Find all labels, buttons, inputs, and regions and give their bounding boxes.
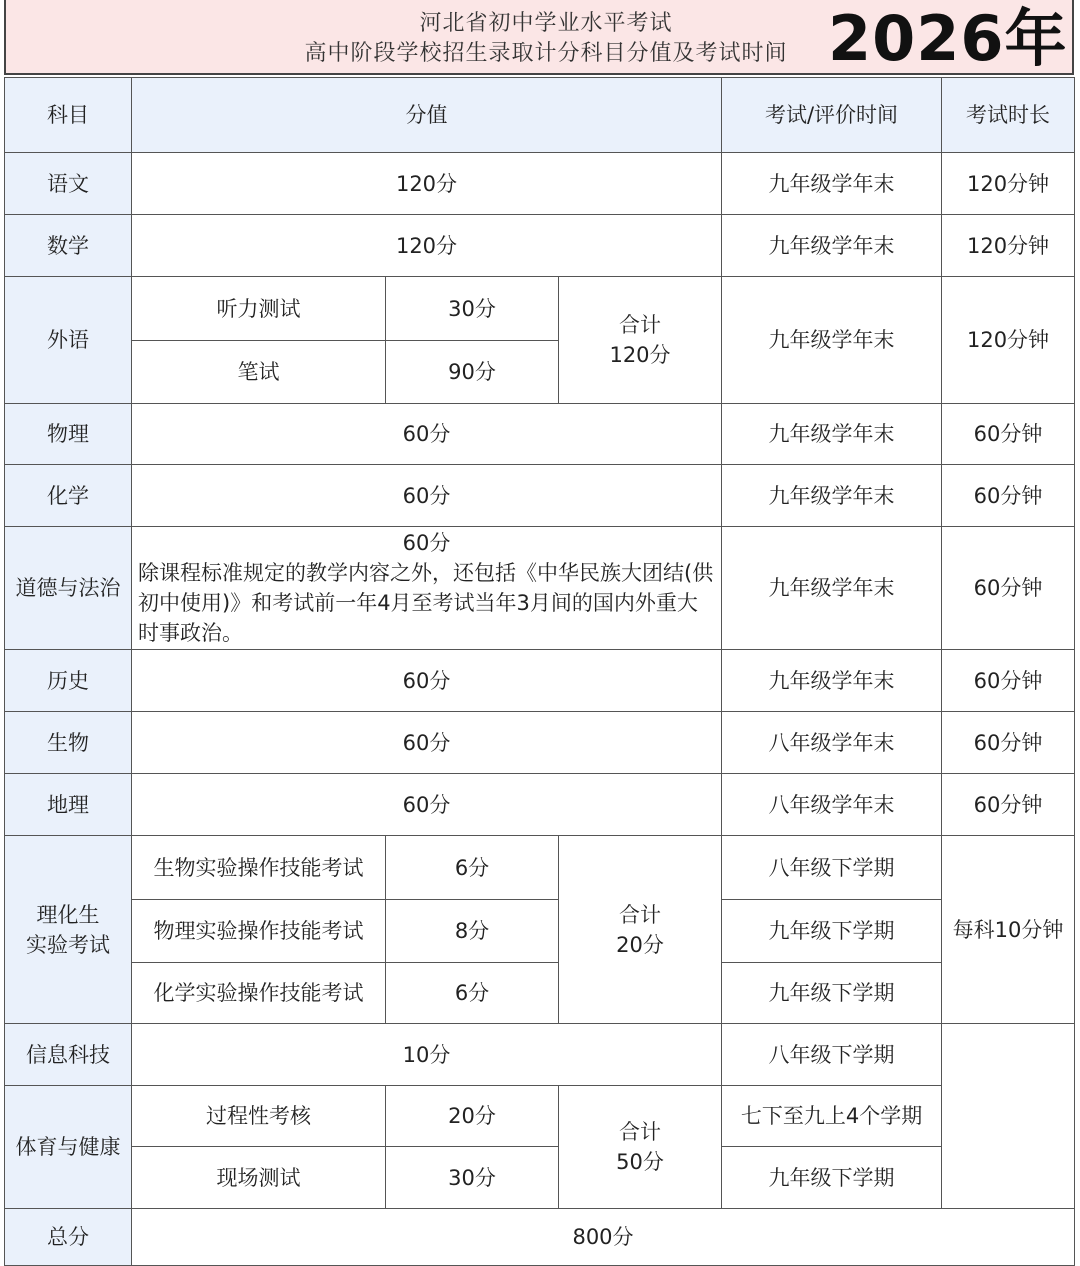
component-label-cell: 过程性考核 — [132, 1086, 386, 1147]
duration-cell: 120分钟 — [942, 215, 1075, 277]
table-header-banner — [4, 0, 1074, 75]
duration-cell: 120分钟 — [942, 277, 1075, 404]
time-cell: 九年级学年末 — [722, 215, 942, 277]
table-row — [5, 465, 1075, 527]
score-cell: 10分 — [132, 1024, 722, 1086]
duration-cell: 60分钟 — [942, 527, 1075, 650]
component-label-cell: 物理实验操作技能考试 — [132, 900, 386, 963]
subject-cell: 生物 — [5, 712, 132, 774]
duration-cell: 60分钟 — [942, 650, 1075, 712]
score-table — [4, 77, 1075, 1266]
time-cell: 八年级学年末 — [722, 712, 942, 774]
component-score-cell: 30分 — [386, 1147, 559, 1209]
subject-cell: 外语 — [5, 277, 132, 404]
score-cell: 60分 — [132, 404, 722, 465]
score-note-cell — [132, 527, 722, 650]
component-score-cell: 8分 — [386, 900, 559, 963]
total-value: 120分 — [609, 343, 671, 367]
component-label-cell: 现场测试 — [132, 1147, 386, 1209]
table-row — [5, 774, 1075, 836]
time-cell: 九年级学年末 — [722, 404, 942, 465]
time-cell: 八年级学年末 — [722, 774, 942, 836]
table-row — [5, 836, 1075, 900]
subject-cell: 历史 — [5, 650, 132, 712]
time-cell: 九年级学年末 — [722, 277, 942, 404]
duration-cell: 每科10分钟 — [942, 836, 1075, 1024]
duration-cell: 60分钟 — [942, 465, 1075, 527]
component-score-cell: 20分 — [386, 1086, 559, 1147]
table-row — [5, 1024, 1075, 1086]
total-label: 合计 — [619, 313, 661, 337]
score-cell: 120分 — [132, 153, 722, 215]
total-cell — [559, 1086, 722, 1209]
time-cell: 九年级下学期 — [722, 1147, 942, 1209]
component-label-cell: 化学实验操作技能考试 — [132, 963, 386, 1024]
subject-cell: 化学 — [5, 465, 132, 527]
duration-cell: 120分钟 — [942, 153, 1075, 215]
subject-cell: 体育与健康 — [5, 1086, 132, 1209]
total-cell — [559, 836, 722, 1024]
component-score-cell: 30分 — [386, 277, 559, 341]
time-cell: 九年级下学期 — [722, 900, 942, 963]
score-note: 除课程标准规定的教学内容之外，还包括《中华民族大团结(供初中使用)》和考试前一年4月至考试当年3月间的国内外重大时事政治。 — [138, 561, 714, 645]
time-cell: 八年级下学期 — [722, 836, 942, 900]
total-value: 20分 — [616, 932, 664, 957]
total-label: 合计 — [619, 1120, 661, 1144]
duration-cell: 60分钟 — [942, 404, 1075, 465]
subject-cell: 总分 — [5, 1209, 132, 1266]
time-cell: 九年级学年末 — [722, 465, 942, 527]
table-row-total — [5, 1209, 1075, 1266]
score-cell: 60分 — [132, 712, 722, 774]
total-score-cell: 800分 — [132, 1209, 1075, 1266]
col-header-score: 分值 — [132, 78, 722, 153]
table-row — [5, 277, 1075, 341]
table-row — [5, 153, 1075, 215]
table-row — [5, 650, 1075, 712]
subject-cell — [5, 836, 132, 1024]
time-cell: 九年级学年末 — [722, 153, 942, 215]
score-value: 60分 — [402, 531, 451, 555]
duration-cell-empty — [942, 1024, 1075, 1209]
component-score-cell: 6分 — [386, 836, 559, 900]
total-label: 合计 — [619, 902, 661, 927]
duration-cell: 60分钟 — [942, 712, 1075, 774]
score-cell: 60分 — [132, 465, 722, 527]
component-score-cell: 6分 — [386, 963, 559, 1024]
title-line-2: 高中阶段学校招生录取计分科目分值及考试时间 — [304, 41, 788, 66]
duration-cell: 60分钟 — [942, 774, 1075, 836]
table-row — [5, 404, 1075, 465]
subject-cell: 信息科技 — [5, 1024, 132, 1086]
time-cell: 九年级下学期 — [722, 963, 942, 1024]
col-header-duration: 考试时长 — [942, 78, 1075, 153]
time-cell: 八年级下学期 — [722, 1024, 942, 1086]
subject-label-line-2: 实验考试 — [26, 932, 110, 957]
score-cell: 60分 — [132, 650, 722, 712]
total-value: 50分 — [616, 1150, 664, 1174]
table-row — [5, 1147, 1075, 1209]
table-row — [5, 712, 1075, 774]
table-row — [5, 963, 1075, 1024]
component-label-cell: 生物实验操作技能考试 — [132, 836, 386, 900]
score-cell: 120分 — [132, 215, 722, 277]
table-row — [5, 527, 1075, 650]
subject-label-line-1: 理化生 — [36, 902, 100, 927]
time-cell: 七下至九上4个学期 — [722, 1086, 942, 1147]
table-row-header — [5, 78, 1075, 153]
component-label-cell: 笔试 — [132, 341, 386, 404]
col-header-subject: 科目 — [5, 78, 132, 153]
subject-cell: 道德与法治 — [5, 527, 132, 650]
col-header-time: 考试/评价时间 — [722, 78, 942, 153]
component-label-cell: 听力测试 — [132, 277, 386, 341]
total-cell — [559, 277, 722, 404]
subject-cell: 地理 — [5, 774, 132, 836]
table-row — [5, 900, 1075, 963]
component-score-cell: 90分 — [386, 341, 559, 404]
score-cell: 60分 — [132, 774, 722, 836]
time-cell: 九年级学年末 — [722, 527, 942, 650]
year-label: 2026年 — [828, 2, 1068, 75]
title-line-1: 河北省初中学业水平考试 — [419, 11, 673, 36]
table-row — [5, 215, 1075, 277]
subject-cell: 语文 — [5, 153, 132, 215]
subject-cell: 数学 — [5, 215, 132, 277]
table-row — [5, 1086, 1075, 1147]
subject-cell: 物理 — [5, 404, 132, 465]
time-cell: 九年级学年末 — [722, 650, 942, 712]
